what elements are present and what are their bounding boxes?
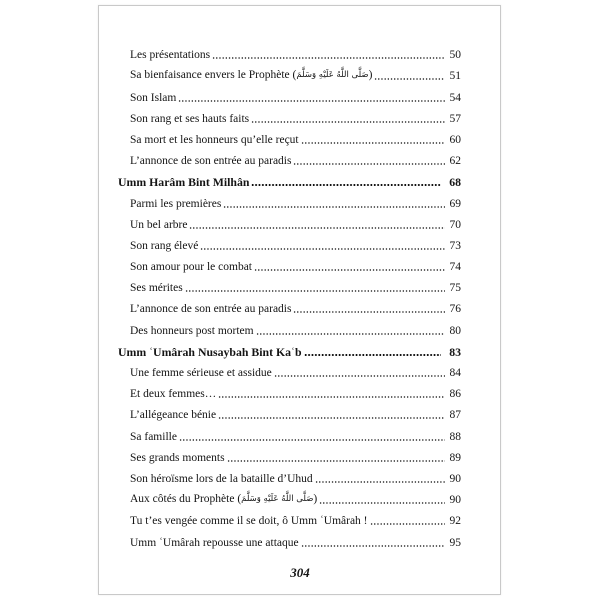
toc-entry-label: L’allégeance bénie: [130, 409, 217, 422]
toc-entry-label: Les présentations: [130, 49, 211, 62]
toc-entry-page: 54: [449, 91, 461, 104]
toc-entry-label: [130, 68, 372, 83]
toc-entry-label: Son Islam: [130, 91, 177, 104]
toc-entry: [118, 401, 461, 422]
dot-leader: [200, 248, 445, 250]
dot-leader: [301, 545, 445, 547]
toc-entry-page: 50: [449, 49, 461, 62]
toc-entry-label: Parmi les premières: [130, 197, 222, 210]
toc-section-heading: [118, 168, 461, 189]
dot-leader: [218, 417, 445, 419]
dot-leader: [185, 290, 445, 292]
toc-entry-page: 95: [449, 536, 461, 549]
toc-entry: [118, 83, 461, 104]
toc-entry-label: Et deux femmes…: [130, 388, 217, 401]
toc-entry: [118, 528, 461, 549]
toc-entry-page: 92: [449, 515, 461, 528]
toc-entry-label: Un bel arbre: [130, 218, 188, 231]
arabic-salutation: صَلَّى اللَّهُ عَلَيْهِ وَسَلَّمَ: [241, 494, 314, 505]
toc-entry: [118, 189, 461, 210]
toc-entry: [118, 316, 461, 337]
toc-entry: [118, 507, 461, 528]
toc-entry-label: Ses grands moments: [130, 451, 225, 464]
toc-entry-page: 75: [449, 282, 461, 295]
dot-leader: [304, 354, 441, 356]
dot-leader: [374, 78, 445, 80]
toc-entry-label-end: ): [368, 69, 373, 82]
toc-entry: [118, 62, 461, 83]
toc-entry-label: L’annonce de son entrée au paradis: [130, 303, 292, 316]
toc-entry: [118, 105, 461, 126]
toc-entry-label: L’annonce de son entrée au paradis: [130, 155, 292, 168]
page-number: 304: [290, 565, 310, 580]
dot-leader: [370, 523, 445, 525]
dot-leader: [315, 481, 445, 483]
dot-leader: [178, 100, 445, 102]
toc-entry: [118, 211, 461, 232]
toc-entry-page: 60: [449, 133, 461, 146]
toc-entry: [118, 422, 461, 443]
toc-entry: [118, 486, 461, 507]
toc-entry-page: 62: [449, 155, 461, 168]
toc-section-page: 83: [449, 344, 461, 359]
toc-entry-page: 74: [449, 261, 461, 274]
toc-entry-page: 76: [449, 303, 461, 316]
toc-entry-page: 88: [449, 430, 461, 443]
toc-entry-label: Ses mérites: [130, 282, 183, 295]
toc-entry-page: 87: [449, 409, 461, 422]
toc-entry-page: 90: [449, 494, 461, 507]
toc-section-label: Umm Harâm Bint Milhân: [118, 175, 250, 190]
toc-entry: [118, 147, 461, 168]
toc-entry-page: 70: [449, 218, 461, 231]
toc-section-label: Umm ʿUmârah Nusaybah Bint Kaʿb: [118, 344, 302, 359]
dot-leader: [218, 396, 445, 398]
toc-entry: [118, 444, 461, 465]
toc-entry-label-text: Sa bienfaisance envers le Prophète (: [130, 69, 297, 82]
dot-leader: [189, 227, 445, 229]
toc-entry-label-end: ): [313, 493, 318, 506]
toc-entry-label: Tu t’es vengée comme il se doit, ô Umm ʿUmârah !: [130, 515, 368, 528]
toc-entry-page: 80: [449, 324, 461, 337]
toc-entry: [118, 253, 461, 274]
dot-leader: [256, 333, 445, 335]
toc-entry-label: Son amour pour le combat: [130, 261, 253, 274]
toc-entry: [118, 359, 461, 380]
toc-entry-page: 84: [449, 367, 461, 379]
toc-entry: [118, 380, 461, 401]
toc-entry-label: Sa mort et les honneurs qu’elle reçut: [130, 133, 299, 146]
table-of-contents: [118, 41, 461, 550]
dot-leader: [254, 269, 445, 271]
dot-leader: [293, 163, 445, 165]
toc-entry-page: 73: [449, 239, 461, 252]
toc-entry-label: Son rang et ses hauts faits: [130, 112, 250, 125]
arabic-salutation: صَلَّى اللَّهُ عَلَيْهِ وَسَلَّمَ: [296, 70, 369, 81]
toc-entry-label-text: Aux côtés du Prophète (: [130, 493, 242, 506]
toc-entry: [118, 232, 461, 253]
toc-entry-label: [130, 492, 317, 507]
dot-leader: [293, 311, 445, 313]
toc-entry-page: 69: [449, 197, 461, 210]
toc-entry-page: 51: [449, 70, 461, 83]
toc-entry-label: Son héroïsme lors de la bataille d’Uhud: [130, 472, 313, 485]
toc-entry-page: 89: [449, 451, 461, 464]
dot-leader: [301, 142, 445, 144]
dot-leader: [227, 460, 445, 462]
toc-entry-label: Son rang élevé: [130, 239, 199, 252]
dot-leader: [319, 502, 445, 504]
dot-leader: [274, 375, 445, 377]
toc-entry-page: 86: [449, 388, 461, 401]
toc-entry-label: Une femme sérieuse et assidue: [130, 367, 272, 379]
dot-leader: [251, 184, 441, 186]
toc-entry: [118, 465, 461, 486]
dot-leader: [223, 206, 445, 208]
toc-entry: [118, 274, 461, 295]
toc-section-heading: [118, 338, 461, 359]
toc-entry-label: Des honneurs post mortem: [130, 324, 254, 337]
toc-entry: [118, 126, 461, 147]
dot-leader: [251, 121, 445, 123]
toc-entry-page: 90: [449, 472, 461, 485]
dot-leader: [179, 439, 445, 441]
toc-entry: [118, 295, 461, 316]
toc-entry-label: Sa famille: [130, 430, 177, 443]
dot-leader: [212, 57, 445, 59]
toc-entry-page: 57: [449, 112, 461, 125]
toc-section-page: 68: [449, 175, 461, 190]
toc-entry-label: Umm ʿUmârah repousse une attaque: [130, 536, 299, 549]
toc-entry: [118, 41, 461, 62]
